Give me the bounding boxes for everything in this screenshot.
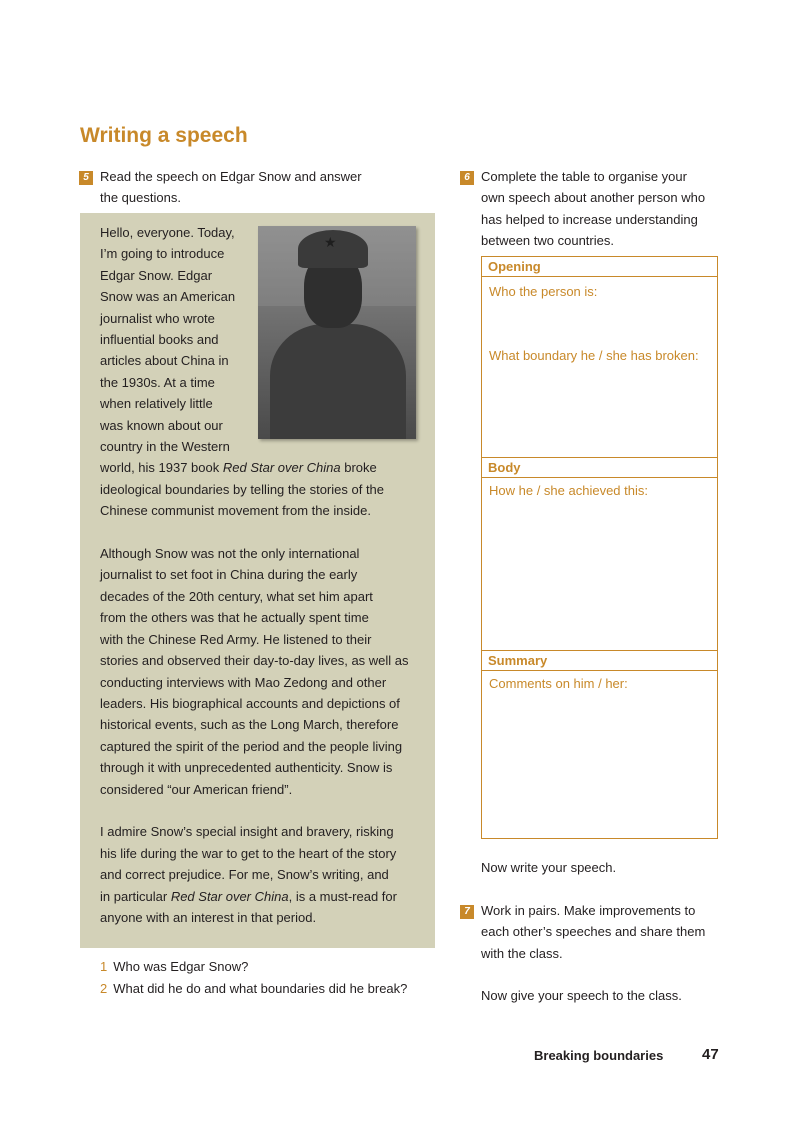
activity-5-instruction — [100, 166, 362, 209]
speech-line — [100, 672, 420, 693]
speech-paragraph — [100, 821, 420, 928]
speech-line — [100, 736, 420, 757]
speech-run: Hello, everyone. Today, — [100, 225, 235, 240]
speech-run: broke — [340, 460, 377, 476]
speech-run: Edgar Snow. Edgar — [100, 267, 213, 283]
boundary-prompt: What boundary he / she has broken: — [489, 348, 699, 363]
activity-6-badge: 6 — [460, 171, 474, 185]
speech-line — [100, 821, 420, 842]
speech-run: through it with unprecedented authenticity. Snow is — [100, 760, 393, 776]
speech-run: anyone with an interest in that period. — [100, 909, 317, 925]
speech-run: decades of the 20th century, what set him apart — [100, 588, 373, 604]
question-item — [100, 978, 407, 1000]
speech-line — [100, 886, 420, 907]
speech-line — [100, 607, 420, 628]
speech-line — [100, 350, 420, 371]
speech-run: ideological boundaries by telling the stories of the — [100, 481, 385, 497]
speech-line — [100, 265, 420, 286]
book-title: Red Star over China — [222, 460, 341, 476]
question-list — [100, 956, 407, 1000]
instruction-line: each other’s speeches and share them — [481, 924, 706, 940]
speech-paragraph — [100, 222, 420, 522]
speech-line — [100, 329, 420, 350]
speech-run: Snow was an American — [100, 289, 236, 305]
speech-run: with the Chinese Red Army. He listened to their — [100, 631, 372, 647]
speech-line — [100, 415, 420, 436]
speech-line — [100, 500, 420, 521]
speech-line — [100, 864, 420, 885]
who-prompt: Who the person is: — [489, 284, 598, 299]
instruction-line: has helped to increase understanding — [481, 211, 698, 227]
speech-line — [100, 243, 420, 264]
activity-7-followup: Now give your speech to the class. — [481, 988, 682, 1003]
speech-run: articles about China in — [100, 353, 229, 369]
speech-run: I admire Snow’s special insight and bravery, risking — [100, 824, 394, 840]
instruction-line: the questions. — [100, 190, 181, 206]
question-text: Who was Edgar Snow? — [113, 959, 249, 974]
speech-run: country in the Western — [100, 439, 230, 455]
speech-run: Although Snow was not the only international — [100, 546, 360, 562]
speech-run: world, his 1937 book — [100, 460, 223, 476]
speech-line — [100, 479, 420, 500]
speech-run: in particular — [100, 888, 171, 904]
edgar-snow-photo: ★ — [258, 226, 416, 439]
speech-run: from the others was that he actually spent time — [100, 610, 369, 626]
instruction-line: Complete the table to organise your — [481, 169, 687, 184]
speech-run: and correct prejudice. For me, Snow’s writing, and — [100, 867, 389, 883]
page-title: Writing a speech — [80, 124, 248, 147]
activity-6-followup: Now write your speech. — [481, 860, 617, 875]
instruction-line: Work in pairs. Make improvements to — [481, 903, 696, 918]
speech-run: considered “our American friend”. — [100, 781, 293, 797]
speech-line — [100, 286, 420, 307]
speech-line — [100, 843, 420, 864]
speech-line — [100, 393, 420, 414]
summary-heading: Summary — [482, 650, 717, 671]
speech-line — [100, 436, 420, 457]
speech-run: conducting interviews with Mao Zedong and other — [100, 674, 387, 690]
speech-line — [100, 757, 420, 778]
book-title: Red Star over China — [170, 888, 289, 904]
page-number: 47 — [702, 1046, 719, 1063]
speech-run: Chinese communist movement from the inside. — [100, 503, 371, 519]
speech-line — [100, 564, 420, 585]
speech-line — [100, 907, 420, 928]
speech-line — [100, 779, 420, 800]
instruction-line: between two countries. — [481, 232, 614, 248]
instruction-line: own speech about another person who — [481, 190, 706, 206]
speech-line — [100, 372, 420, 393]
speech-run: his life during the war to get to the heart of the story — [100, 845, 397, 861]
instruction-line: Read the speech on Edgar Snow and answer — [100, 169, 362, 184]
speech-line — [100, 693, 420, 714]
speech-planner-table — [481, 256, 718, 839]
speech-run: historical events, such as the Long March, therefore — [100, 717, 399, 733]
body-heading: Body — [482, 457, 717, 478]
speech-line — [100, 714, 420, 735]
speech-run: was known about our — [100, 417, 223, 433]
speech-paragraph — [100, 543, 420, 800]
speech-text — [100, 222, 420, 950]
speech-run: the 1930s. At a time — [100, 374, 215, 390]
speech-run: when relatively little — [100, 396, 213, 412]
speech-run: leaders. His biographical accounts and depictions of — [100, 695, 400, 711]
speech-line — [100, 308, 420, 329]
speech-line — [100, 629, 420, 650]
instruction-line: with the class. — [481, 945, 563, 961]
speech-run: captured the spirit of the period and the people living — [100, 738, 403, 754]
speech-run: influential books and — [100, 332, 219, 348]
speech-run: journalist who wrote — [100, 310, 215, 326]
question-item — [100, 956, 407, 978]
speech-line — [100, 650, 420, 671]
question-number: 1 — [100, 959, 108, 974]
speech-line — [100, 457, 420, 478]
comments-prompt: Comments on him / her: — [489, 676, 628, 691]
question-text: What did he do and what boundaries did he break? — [113, 981, 408, 996]
speech-line — [100, 543, 420, 564]
opening-heading: Opening — [482, 257, 717, 277]
activity-5-badge: 5 — [79, 171, 93, 185]
speech-run: , is a must-read for — [288, 888, 397, 904]
speech-run: stories and observed their day-to-day lives, as well as — [100, 653, 409, 669]
speech-run: journalist to set foot in China during the early — [100, 567, 358, 583]
footer-unit-title: Breaking boundaries — [534, 1048, 664, 1063]
question-number: 2 — [100, 981, 108, 996]
speech-run: I’m going to introduce — [100, 246, 225, 262]
how-prompt: How he / she achieved this: — [489, 483, 648, 498]
speech-line — [100, 222, 420, 243]
activity-7-instruction — [481, 900, 705, 964]
activity-7-badge: 7 — [460, 905, 474, 919]
activity-6-instruction — [481, 166, 705, 251]
speech-line — [100, 586, 420, 607]
